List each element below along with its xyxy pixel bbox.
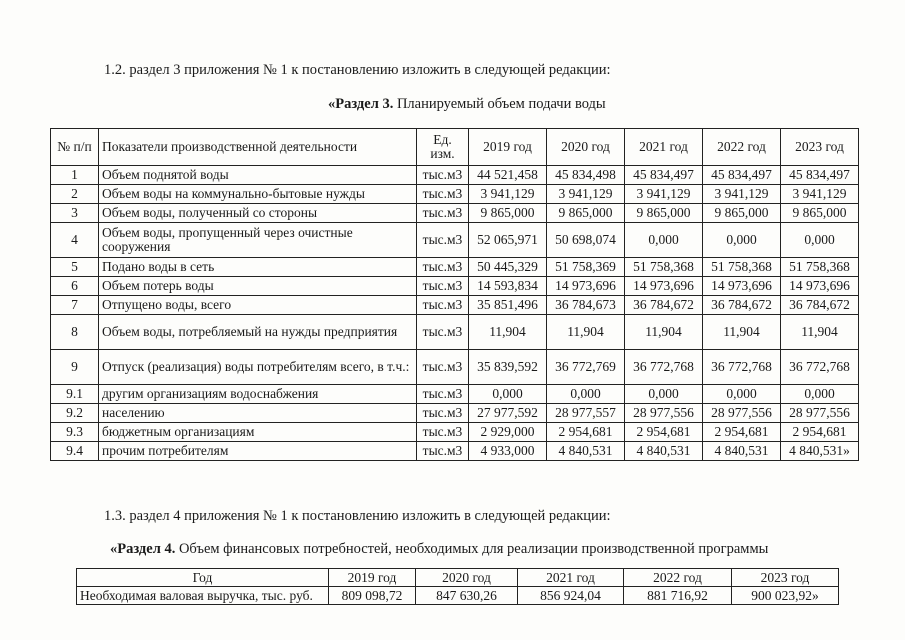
row-value: 45 834,497 [703,166,781,185]
row-value: 28 977,556 [625,404,703,423]
row-value: 3 941,129 [625,185,703,204]
row-value: 11,904 [625,315,703,350]
row-number: 1 [51,166,99,185]
table-row [51,185,859,204]
table-row [77,587,839,605]
row-value: 900 023,92» [732,587,839,605]
row-value: 4 840,531 [703,442,781,461]
row-unit: тыс.м3 [417,404,469,423]
row-number: 8 [51,315,99,350]
header-year: 2023 год [781,129,859,166]
row-value: 3 941,129 [469,185,547,204]
row-value: 44 521,458 [469,166,547,185]
row-unit: тыс.м3 [417,442,469,461]
row-indicator-name: Объем воды, потребляемый на нужды предприятия [99,315,417,350]
financial-needs-table [76,568,839,605]
row-unit: тыс.м3 [417,185,469,204]
row-indicator-name: Объем воды, пропущенный через очистные сооружения [99,223,417,258]
row-value: 3 941,129 [547,185,625,204]
row-number: 9.3 [51,423,99,442]
section-4-title-bold: «Раздел 4. [110,541,176,557]
table-row [51,204,859,223]
row-value: 14 973,696 [703,277,781,296]
table-row [51,223,859,258]
row-indicator-name: Объем потерь воды [99,277,417,296]
row-value: 52 065,971 [469,223,547,258]
row-value: 36 772,768 [781,350,859,385]
row-value: 14 973,696 [781,277,859,296]
row-value: 45 834,497 [781,166,859,185]
row-value: 2 929,000 [469,423,547,442]
header-year: 2021 год [518,569,624,587]
header-num: № п/п [51,129,99,166]
row-value: 36 772,768 [703,350,781,385]
table-header-row [51,129,859,166]
header-name: Показатели производственной деятельности [99,129,417,166]
table-row [51,166,859,185]
row-value: 11,904 [703,315,781,350]
row-value: 51 758,368 [781,258,859,277]
header-year: 2023 год [732,569,839,587]
row-value: 36 784,672 [781,296,859,315]
section-4-title-text: Объем финансовых потребностей, необходимых для реализации производственной программы [175,541,769,557]
row-unit: тыс.м3 [417,166,469,185]
row-label: Необходимая валовая выручка, тыс. руб. [77,587,329,605]
row-unit: тыс.м3 [417,315,469,350]
row-indicator-name: Объем поднятой воды [99,166,417,185]
row-value: 36 784,673 [547,296,625,315]
row-value: 0,000 [625,385,703,404]
row-value: 2 954,681 [625,423,703,442]
row-value: 36 784,672 [703,296,781,315]
row-number: 9 [51,350,99,385]
section-3-title [328,96,606,113]
table-row [51,315,859,350]
row-value: 0,000 [781,385,859,404]
row-value: 0,000 [547,385,625,404]
row-value: 4 840,531» [781,442,859,461]
row-value: 4 840,531 [547,442,625,461]
table-row [51,277,859,296]
row-indicator-name: Объем воды на коммунально-бытовые нужды [99,185,417,204]
table-row [51,258,859,277]
row-value: 0,000 [703,223,781,258]
row-value: 51 758,368 [703,258,781,277]
row-indicator-name: Отпуск (реализация) воды потребителям всего, в т.ч.: [99,350,417,385]
row-value: 28 977,557 [547,404,625,423]
row-unit: тыс.м3 [417,223,469,258]
row-number: 3 [51,204,99,223]
row-indicator-name: Отпущено воды, всего [99,296,417,315]
row-unit: тыс.м3 [417,385,469,404]
row-value: 847 630,26 [416,587,518,605]
row-value: 2 954,681 [703,423,781,442]
row-value: 9 865,000 [781,204,859,223]
row-value: 14 973,696 [547,277,625,296]
header-year: 2019 год [329,569,416,587]
header-year: 2020 год [547,129,625,166]
row-number: 6 [51,277,99,296]
table-row [51,385,859,404]
section-3-title-bold: «Раздел 3. [328,96,394,112]
water-supply-table [50,128,859,461]
row-number: 2 [51,185,99,204]
header-year: 2022 год [703,129,781,166]
row-unit: тыс.м3 [417,277,469,296]
paragraph-1-3: 1.3. раздел 4 приложения № 1 к постановлению изложить в следующей редакции: [104,508,611,524]
row-number: 9.4 [51,442,99,461]
header-year: 2021 год [625,129,703,166]
row-value: 36 772,769 [547,350,625,385]
row-value: 14 593,834 [469,277,547,296]
row-unit: тыс.м3 [417,350,469,385]
row-value: 4 840,531 [625,442,703,461]
row-unit: тыс.м3 [417,423,469,442]
row-value: 4 933,000 [469,442,547,461]
header-unit: Ед. изм. [417,129,469,166]
row-value: 9 865,000 [547,204,625,223]
paragraph-1-2: 1.2. раздел 3 приложения № 1 к постановлению изложить в следующей редакции: [104,62,611,78]
row-value: 45 834,497 [625,166,703,185]
row-value: 2 954,681 [547,423,625,442]
row-value: 50 698,074 [547,223,625,258]
row-value: 11,904 [547,315,625,350]
header-year: 2022 год [624,569,732,587]
section-4-title [110,541,768,558]
row-value: 9 865,000 [625,204,703,223]
header-year-label: Год [77,569,329,587]
row-indicator-name: Подано воды в сеть [99,258,417,277]
row-number: 9.1 [51,385,99,404]
row-value: 35 851,496 [469,296,547,315]
row-number: 9.2 [51,404,99,423]
row-indicator-name: другим организациям водоснабжения [99,385,417,404]
row-value: 0,000 [625,223,703,258]
row-value: 11,904 [781,315,859,350]
row-number: 5 [51,258,99,277]
row-indicator-name: прочим потребителям [99,442,417,461]
row-value: 11,904 [469,315,547,350]
section-3-title-text: Планируемый объем подачи воды [393,96,606,112]
row-value: 3 941,129 [703,185,781,204]
row-value: 45 834,498 [547,166,625,185]
row-indicator-name: бюджетным организациям [99,423,417,442]
row-value: 0,000 [469,385,547,404]
header-year: 2020 год [416,569,518,587]
row-number: 4 [51,223,99,258]
row-value: 28 977,556 [781,404,859,423]
row-value: 14 973,696 [625,277,703,296]
row-value: 51 758,369 [547,258,625,277]
row-value: 36 772,768 [625,350,703,385]
row-unit: тыс.м3 [417,296,469,315]
row-unit: тыс.м3 [417,258,469,277]
row-value: 2 954,681 [781,423,859,442]
row-number: 7 [51,296,99,315]
row-value: 27 977,592 [469,404,547,423]
row-value: 881 716,92 [624,587,732,605]
row-value: 28 977,556 [703,404,781,423]
table-row [51,442,859,461]
row-value: 0,000 [703,385,781,404]
row-value: 36 784,672 [625,296,703,315]
row-indicator-name: Объем воды, полученный со стороны [99,204,417,223]
table-row [51,423,859,442]
row-indicator-name: населению [99,404,417,423]
table-row [51,350,859,385]
row-value: 809 098,72 [329,587,416,605]
row-value: 0,000 [781,223,859,258]
row-value: 3 941,129 [781,185,859,204]
row-value: 50 445,329 [469,258,547,277]
table-header-row [77,569,839,587]
row-value: 9 865,000 [703,204,781,223]
row-value: 51 758,368 [625,258,703,277]
row-value: 35 839,592 [469,350,547,385]
row-value: 9 865,000 [469,204,547,223]
row-value: 856 924,04 [518,587,624,605]
table-row [51,404,859,423]
header-year: 2019 год [469,129,547,166]
row-unit: тыс.м3 [417,204,469,223]
table-row [51,296,859,315]
